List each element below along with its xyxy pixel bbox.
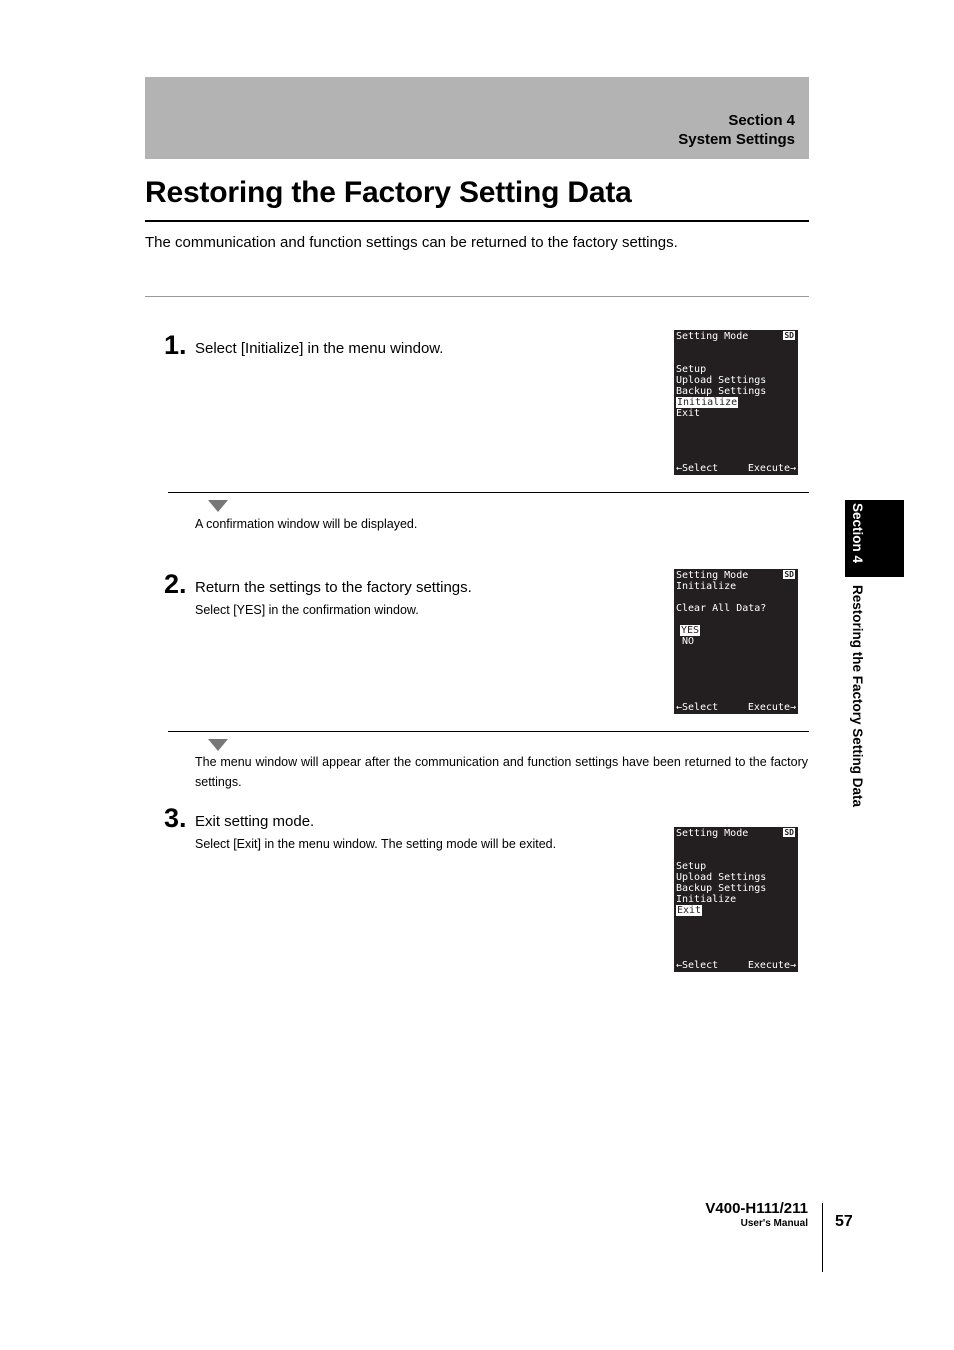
step-2-subtext: Select [YES] in the confirmation window. [195,603,419,617]
lcd-menu-item: Setup [676,861,707,872]
lcd-subtitle: Initialize [676,581,737,592]
step-1-number: 1. [164,330,187,360]
footer-manual: User's Manual [740,1218,808,1229]
step-3-number: 3. [164,803,187,833]
lcd-menu-item: Initialize [676,894,737,905]
step-1-text: Select [Initialize] in the menu window. [195,340,444,357]
lcd-menu-item-selected: Exit [677,905,702,916]
step-2-text: Return the settings to the factory settings. [195,579,472,596]
sd-badge: SD [784,331,794,340]
lcd-menu-item: Backup Settings [676,386,767,397]
footer-divider [822,1203,823,1272]
lcd-menu-item: Exit [676,408,701,419]
lcd-footer-execute: Execute→ [747,960,796,971]
intro-rule [145,296,809,297]
section-chapter: System Settings [678,131,795,148]
down-arrow-icon [208,739,228,751]
note-confirmation: A confirmation window will be displayed. [195,517,418,531]
lcd-title: Setting Mode [676,570,749,581]
section-header-band [145,77,809,159]
title-rule [145,220,809,222]
intro-text: The communication and function settings can be returned to the factory settings. [145,234,678,251]
page-number: 57 [835,1213,853,1230]
footer-model: V400-H111/211 [705,1200,808,1217]
step-2-number: 2. [164,569,187,599]
sd-badge: SD [784,570,794,579]
lcd-menu-item-selected: Initialize [677,397,738,408]
lcd-menu-item: Upload Settings [676,872,767,883]
page-title: Restoring the Factory Setting Data [145,176,632,209]
section-number: Section 4 [728,112,795,129]
lcd-footer-execute: Execute→ [747,463,796,474]
sd-badge: SD [784,828,794,837]
lcd-menu-item: Upload Settings [676,375,767,386]
note-menu-window: The menu window will appear after the communication and function settings have been returned to the factory settings. [195,755,808,789]
step-3-text: Exit setting mode. [195,813,315,830]
lcd-menu-item: Setup [676,364,707,375]
lcd-footer-select: ←Select [676,960,719,971]
lcd-screen-menu-initialize [674,330,798,475]
side-tab-topic-label: Restoring the Factory Setting Data [850,585,865,808]
lcd-option-yes: YES [681,625,700,636]
lcd-title: Setting Mode [676,331,749,342]
step-2-rule [168,731,809,732]
lcd-question: Clear All Data? [676,603,767,614]
lcd-menu-item: Backup Settings [676,883,767,894]
lcd-footer-select: ←Select [676,463,719,474]
step-3-subtext: Select [Exit] in the menu window. The setting mode will be exited. [195,837,557,851]
lcd-screen-menu-exit [674,827,798,972]
down-arrow-icon [208,500,228,512]
side-tab-section-label: Section 4 [850,503,865,564]
step-1-rule [168,492,809,493]
section-header-text [678,111,795,149]
lcd-option-no: NO [682,636,695,647]
lcd-screen-confirm [674,569,798,714]
lcd-footer-execute: Execute→ [747,702,796,713]
lcd-footer-select: ←Select [676,702,719,713]
lcd-title: Setting Mode [676,828,749,839]
side-tab-text [850,503,865,807]
